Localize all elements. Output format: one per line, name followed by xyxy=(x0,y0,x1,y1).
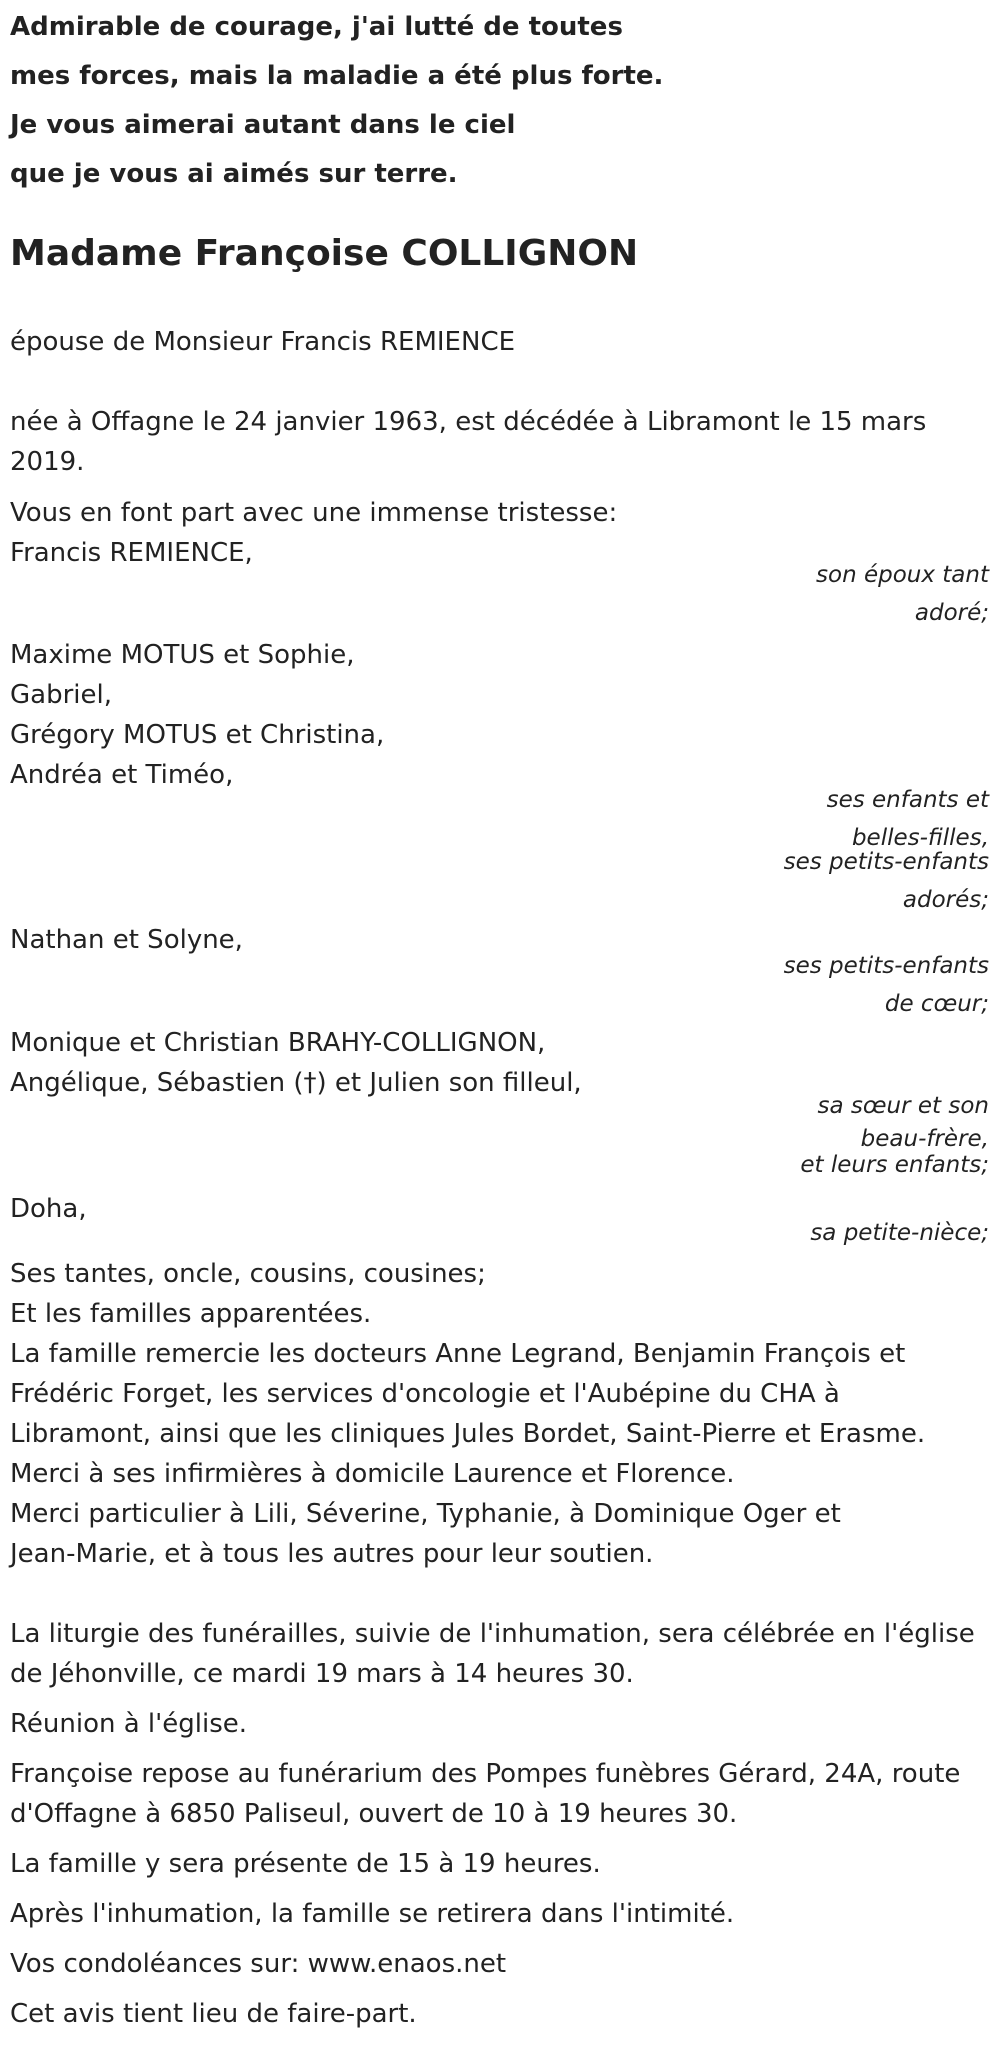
notice-line: Cet avis tient lieu de faire-part. xyxy=(10,1999,417,2029)
liturgy-line-2: de Jéhonville, ce mardi 19 mars à 14 heures 30. xyxy=(10,1659,634,1689)
closing-line-4: Frédéric Forget, les services d'oncologie et l'Aubépine du CHA à xyxy=(10,1379,840,1409)
intro-line: Vous en font part avec une immense tristesse: xyxy=(10,498,618,528)
spouse-line: épouse de Monsieur Francis REMIENCE xyxy=(10,327,516,357)
grandchildren-role: ses petits-enfants adorés; xyxy=(783,849,989,913)
birth-death-line-1: née à Offagne le 24 janvier 1963, est décédée à Libramont le 15 mars xyxy=(10,407,927,437)
heart-grandchildren-role: ses petits-enfants de cœur; xyxy=(783,953,989,1017)
niece-line: Doha, xyxy=(10,1194,87,1224)
closing-line-8: Jean-Marie, et à tous les autres pour leur soutien. xyxy=(10,1539,654,1569)
birth-death-line-2: 2019. xyxy=(10,447,85,477)
sister-line-1: Monique et Christian BRAHY-COLLIGNON, xyxy=(10,1028,546,1058)
repose-line-1: Françoise repose au funérarium des Pompes funèbres Gérard, 24A, route xyxy=(10,1759,961,1789)
children-role: ses enfants et belles-filles, xyxy=(826,787,989,851)
quote-line-2: mes forces, mais la maladie a été plus forte. xyxy=(10,61,664,91)
spouse-role: son époux tant adoré; xyxy=(816,562,989,626)
heart-grandchildren: Nathan et Solyne, xyxy=(10,925,243,955)
intimacy-line: Après l'inhumation, la famille se retirera dans l'intimité. xyxy=(10,1899,735,1929)
quote-line-3: Je vous aimerai autant dans le ciel xyxy=(10,110,516,140)
family-child-3: Grégory MOTUS et Christina, xyxy=(10,720,385,750)
family-child-2: Gabriel, xyxy=(10,680,112,710)
liturgy-line-1: La liturgie des funérailles, suivie de l'inhumation, sera célébrée en l'église xyxy=(10,1619,975,1649)
deceased-name: Madame Françoise COLLIGNON xyxy=(10,233,639,274)
sister-line-2: Angélique, Sébastien (†) et Julien son filleul, xyxy=(10,1068,582,1098)
closing-line-6: Merci à ses infirmières à domicile Laurence et Florence. xyxy=(10,1459,735,1489)
quote-line-4: que je vous ai aimés sur terre. xyxy=(10,159,458,189)
niece-role: sa petite-nièce; xyxy=(810,1220,989,1246)
closing-line-7: Merci particulier à Lili, Séverine, Typhanie, à Dominique Oger et xyxy=(10,1499,841,1529)
repose-line-2: d'Offagne à 6850 Paliseul, ouvert de 10 à 19 heures 30. xyxy=(10,1799,738,1829)
presence-line: La famille y sera présente de 15 à 19 heures. xyxy=(10,1849,601,1879)
sister-role: sa sœur et son beau-frère, et leurs enfants; xyxy=(800,1093,989,1178)
closing-line-5: Libramont, ainsi que les cliniques Jules Bordet, Saint-Pierre et Erasme. xyxy=(10,1419,926,1449)
quote-line-1: Admirable de courage, j'ai lutté de toutes xyxy=(10,12,623,42)
reunion-line: Réunion à l'église. xyxy=(10,1709,248,1739)
family-spouse: Francis REMIENCE, xyxy=(10,538,253,568)
closing-line-2: Et les familles apparentées. xyxy=(10,1299,372,1329)
condolences-line: Vos condoléances sur: www.enaos.net xyxy=(10,1949,507,1979)
closing-line-1: Ses tantes, oncle, cousins, cousines; xyxy=(10,1259,486,1289)
family-child-4: Andréa et Timéo, xyxy=(10,760,234,790)
closing-line-3: La famille remercie les docteurs Anne Legrand, Benjamin François et xyxy=(10,1339,906,1369)
family-child-1: Maxime MOTUS et Sophie, xyxy=(10,640,355,670)
